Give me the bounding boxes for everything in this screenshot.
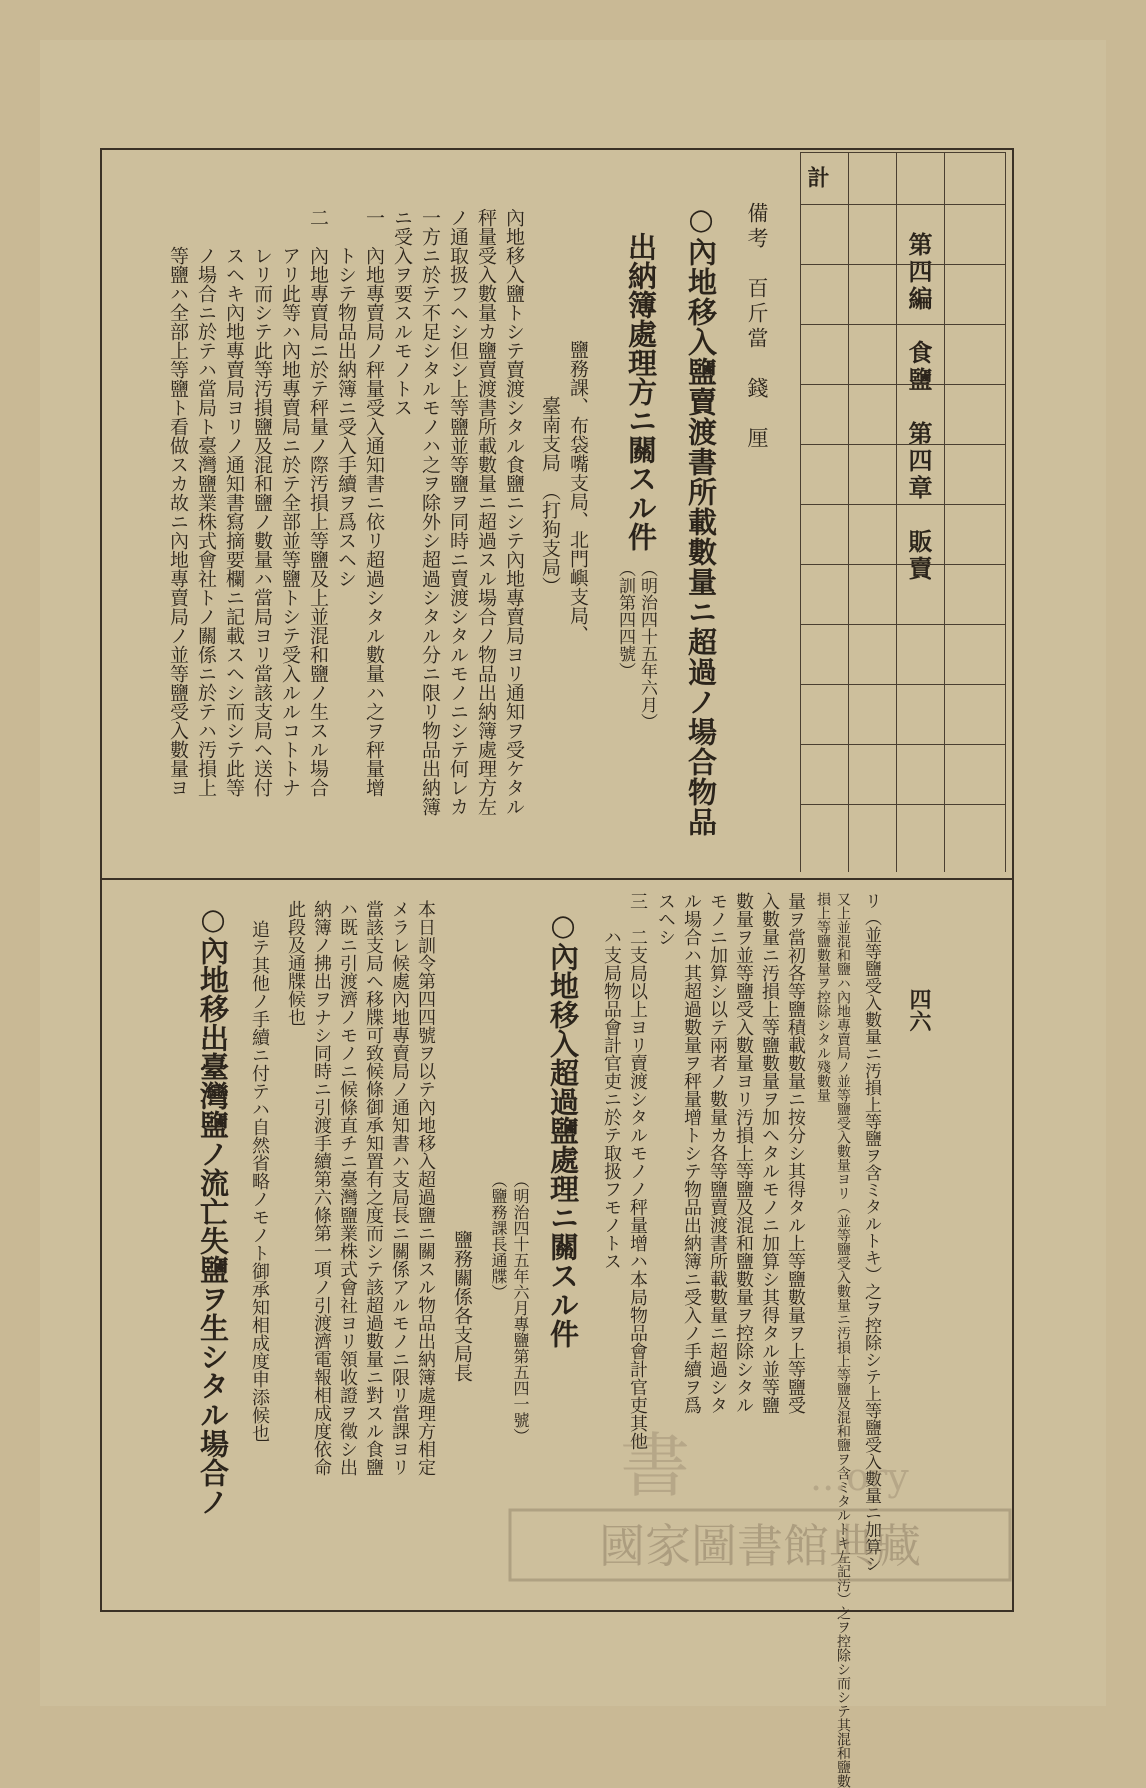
- body-line: 二 內地專賣局ニ於テ秤量ノ際汚損上等鹽及上並混和鹽ノ生スル場合: [307, 208, 329, 797]
- body-line: 追テ其他ノ手續ニ付テハ自然省略ノモノト御承知相成度申添候也: [249, 920, 270, 1442]
- body-line: ハ既ニ引渡濟ノモノニ候條直チニ臺灣鹽業株式會社ヨリ領收證ヲ徵シ出: [337, 900, 358, 1476]
- seal-stamp-text: 國家圖書館典藏: [599, 1519, 921, 1573]
- body-line: ノ通取扱フヘシ但シ上等鹽並等鹽ヲ同時ニ賣渡シタルモノニシテ何レカ: [447, 208, 469, 816]
- body-line: モノニ加算シ以テ兩者ノ數量カ各等鹽賣渡書所載數量ニ超過シタ: [707, 892, 728, 1414]
- body-line: スヘキ內地專賣局ヨリノ通知書寫摘要欄ニ記載スヘシ而シテ此等: [223, 208, 245, 797]
- body-line: レリ而シテ此等汚損鹽及混和鹽ノ數量ハ當局ヨリ當該支局ヘ送付: [251, 208, 273, 797]
- body-line: 內地移入鹽トシテ賣渡シタル食鹽ニシテ內地專賣局ヨリ通知ヲ受ケタル: [503, 208, 525, 816]
- body-line: 本日訓令第四四號ヲ以テ內地移入超過鹽ニ關スル物品出納簿處理方相定: [415, 900, 436, 1476]
- notice-issuer: （鹽務課長通牒）: [489, 1172, 508, 1300]
- body-line: メラレ候處內地專賣局ノ通知書ハ支局長ニ關係アルモノニ限リ當課ヨリ: [389, 900, 410, 1476]
- body-line: ニ受入ヲ要スルモノトス: [391, 208, 413, 417]
- addressee-line2: 臺南支局 （打狗支局）: [539, 396, 561, 596]
- body-line: 納簿ノ拂出ヲナシ同時ニ引渡手續第六條第一項ノ引渡濟電報相成度依命: [311, 900, 332, 1476]
- table-total-label: 計: [804, 166, 830, 188]
- body-line: ル場合ハ其超過數量ヲ秤量增トシテ物品出納簿ニ受入ノ手續ヲ爲: [681, 892, 702, 1414]
- body-line: 一 內地專賣局ノ秤量受入通知書ニ依リ超過シタル數量ハ之ヲ秤量增: [363, 208, 385, 797]
- addressee-line: 鹽務關係各支局長: [451, 1230, 473, 1382]
- seal-watermark-latin: ...ory: [810, 1455, 909, 1499]
- section-divider: [100, 878, 1012, 880]
- table-remarks: 備考 百斤當 錢 厘: [745, 202, 769, 452]
- body-line: スヘシ: [655, 892, 676, 946]
- body-line: リ（並等鹽受入數量ニ汚損上等鹽ヲ含ミタルトキ）之ヲ控除シテ上等鹽受入數量ニ加算シ: [861, 892, 881, 1572]
- section-title-line2: 出納簿處理方ニ關スル件: [624, 232, 658, 551]
- body-line: 此段及通牒候也: [285, 900, 306, 1026]
- body-line: 當該支局ヘ移牒可致候條御承知置有之度而シテ該超過數量ニ對スル食鹽: [363, 900, 384, 1476]
- page-number: 四六: [906, 988, 932, 1032]
- date-reference: （明治四十五年六月）: [637, 560, 657, 730]
- body-line: 數量ヲ並等鹽受入數量ヨリ汚損上等鹽及混和鹽數量ヲ控除シタル: [733, 892, 754, 1414]
- body-line: 又上並混和鹽ハ內地專賣局ノ並等鹽受入數量ヨリ（並等鹽受入數量ニ汚損上等鹽及混和鹽ヲ含ミタルトキ左記汚）之ヲ控除シ而シテ其混和鹽數: [835, 892, 851, 1788]
- form-table: [800, 152, 1006, 872]
- body-line: トシテ物品出納簿ニ受入手續ヲ爲スヘシ: [335, 208, 357, 588]
- section-title: ○內地移入鹽賣渡書所載數量ニ超過ノ場合物品: [684, 202, 718, 837]
- body-line: アリ此等ハ內地專賣局ニ於テ全部並等鹽トシテ受入ルルコトトナ: [279, 208, 301, 797]
- running-head: 第四編 食鹽 第四章 販賣: [904, 232, 933, 583]
- addressee-line1: 鹽務課、布袋嘴支局、北門嶼支局、: [567, 340, 589, 644]
- svg-text:書: 書: [620, 1425, 690, 1507]
- body-line: ノ場合ニ於テハ當局ト臺灣鹽業株式會社トノ關係ニ於テハ汚損上: [195, 208, 217, 797]
- section-title: ○內地移出臺灣鹽ノ流亡失鹽ヲ生シタル場合ノ: [196, 902, 230, 1516]
- body-line: 量ヲ當初各等鹽積載數量ニ按分シ其得タル上等鹽數量ヲ上等鹽受: [785, 892, 806, 1414]
- instruction-number: （訓第四四號）: [615, 560, 635, 679]
- body-line: 三 二支局以上ヨリ賣渡シタルモノノ秤量增ハ本局物品會計官吏其他: [627, 892, 648, 1450]
- body-line: 一方ニ於テ不足シタルモノハ之ヲ除外シ超過シタル分ニ限リ物品出納簿: [419, 208, 441, 816]
- section-title: ○內地移入超過鹽處理ニ關スル件: [546, 908, 580, 1348]
- body-line: 損上等鹽數量ヲ控除シタル殘數量: [815, 892, 831, 1102]
- body-line: 入數量ニ汚損上等鹽數量ヲ加ヘタルモノニ加算シ其得タル並等鹽: [759, 892, 780, 1414]
- body-line: ハ支局物品會計官吏ニ於テ取扱フモノトス: [601, 892, 622, 1270]
- body-line: 等鹽ハ全部上等鹽ト看做スカ故ニ內地專賣局ノ並等鹽受入數量ヨ: [167, 208, 189, 797]
- document-page: [40, 40, 1106, 1788]
- body-line: 秤量受入數量カ鹽賣渡書所載數量ニ超過スル場合ノ物品出納簿處理方左: [475, 208, 497, 816]
- date-reference: （明治四十五年六月專鹽第五四一號）: [511, 1172, 530, 1444]
